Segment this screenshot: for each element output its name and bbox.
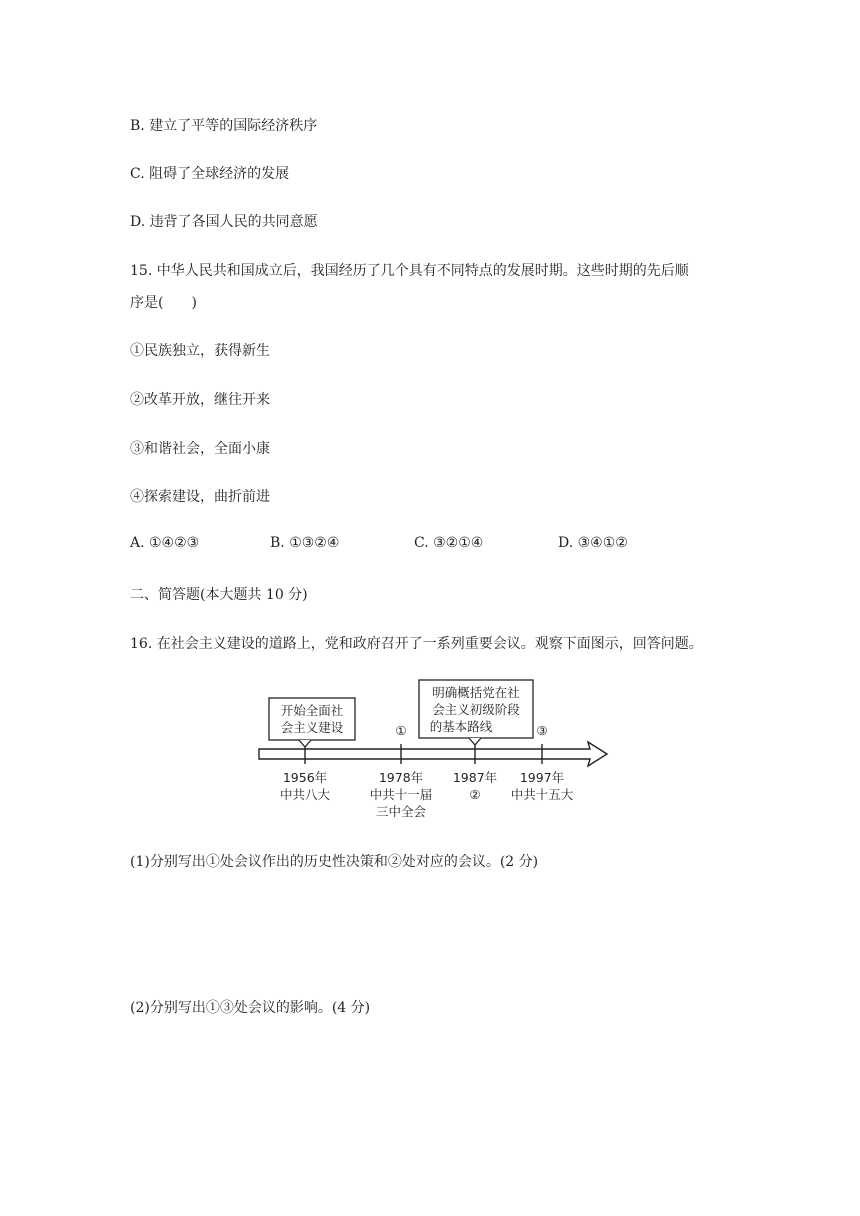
- callout-box-1987: [419, 680, 533, 745]
- box2-line3: 的基本路线: [429, 719, 493, 734]
- timeline-diagram: [255, 678, 615, 828]
- mark-3: ③: [536, 723, 548, 738]
- label-1978-line2: 三中全会: [375, 804, 427, 819]
- box1-line1: 开始全面社: [280, 703, 344, 718]
- year-1997: 1997年: [519, 770, 565, 785]
- box1-line2: 会主义建设: [280, 720, 344, 735]
- box2-line2: 会主义初级阶段: [432, 702, 520, 717]
- q15-item-1: ①民族独立，获得新生: [130, 343, 270, 359]
- q15-choice-a: A. ①④②③: [130, 535, 200, 551]
- timeline-arrow: [259, 742, 607, 766]
- section-2-heading: 二、简答题(本大题共 10 分): [130, 587, 308, 603]
- q15-item-4: ④探索建设，曲折前进: [130, 489, 270, 505]
- mark-1: ①: [395, 723, 407, 738]
- option-b-prev: B. 建立了平等的国际经济秩序: [130, 118, 318, 134]
- option-c-prev: C. 阻碍了全球经济的发展: [130, 166, 290, 182]
- box2-line1: 明确概括党在社: [432, 685, 520, 700]
- q15-stem-line2: 序是( ): [130, 295, 197, 311]
- q16-sub2: (2)分别写出①③处会议的影响。(4 分): [130, 1000, 371, 1016]
- q15-item-3: ③和谐社会，全面小康: [130, 441, 270, 457]
- q16-sub1: (1)分别写出①处会议作出的历史性决策和②处对应的会议。(2 分): [130, 854, 539, 870]
- q16-stem: 16. 在社会主义建设的道路上，党和政府召开了一系列重要会议。观察下面图示，回答问题。: [130, 636, 703, 652]
- label-1997: 中共十五大: [510, 787, 574, 802]
- option-d-prev: D. 违背了各国人民的共同意愿: [130, 214, 318, 230]
- year-1956: 1956年: [282, 770, 328, 785]
- q15-choice-b: B. ①③②④: [270, 535, 340, 551]
- q15-choice-d: D. ③④①②: [558, 535, 628, 551]
- label-1987: ②: [469, 787, 481, 802]
- label-1956: 中共八大: [279, 787, 331, 802]
- year-1978: 1978年: [378, 770, 424, 785]
- year-1987: 1987年: [452, 770, 498, 785]
- q15-stem-line1: 15. 中华人民共和国成立后，我国经历了几个具有不同特点的发展时期。这些时期的先后顺: [130, 263, 689, 279]
- label-1978-line1: 中共十一届: [369, 787, 433, 802]
- q15-choice-c: C. ③②①④: [414, 535, 484, 551]
- q15-item-2: ②改革开放，继往开来: [130, 392, 270, 408]
- callout-box-1956: [269, 698, 355, 747]
